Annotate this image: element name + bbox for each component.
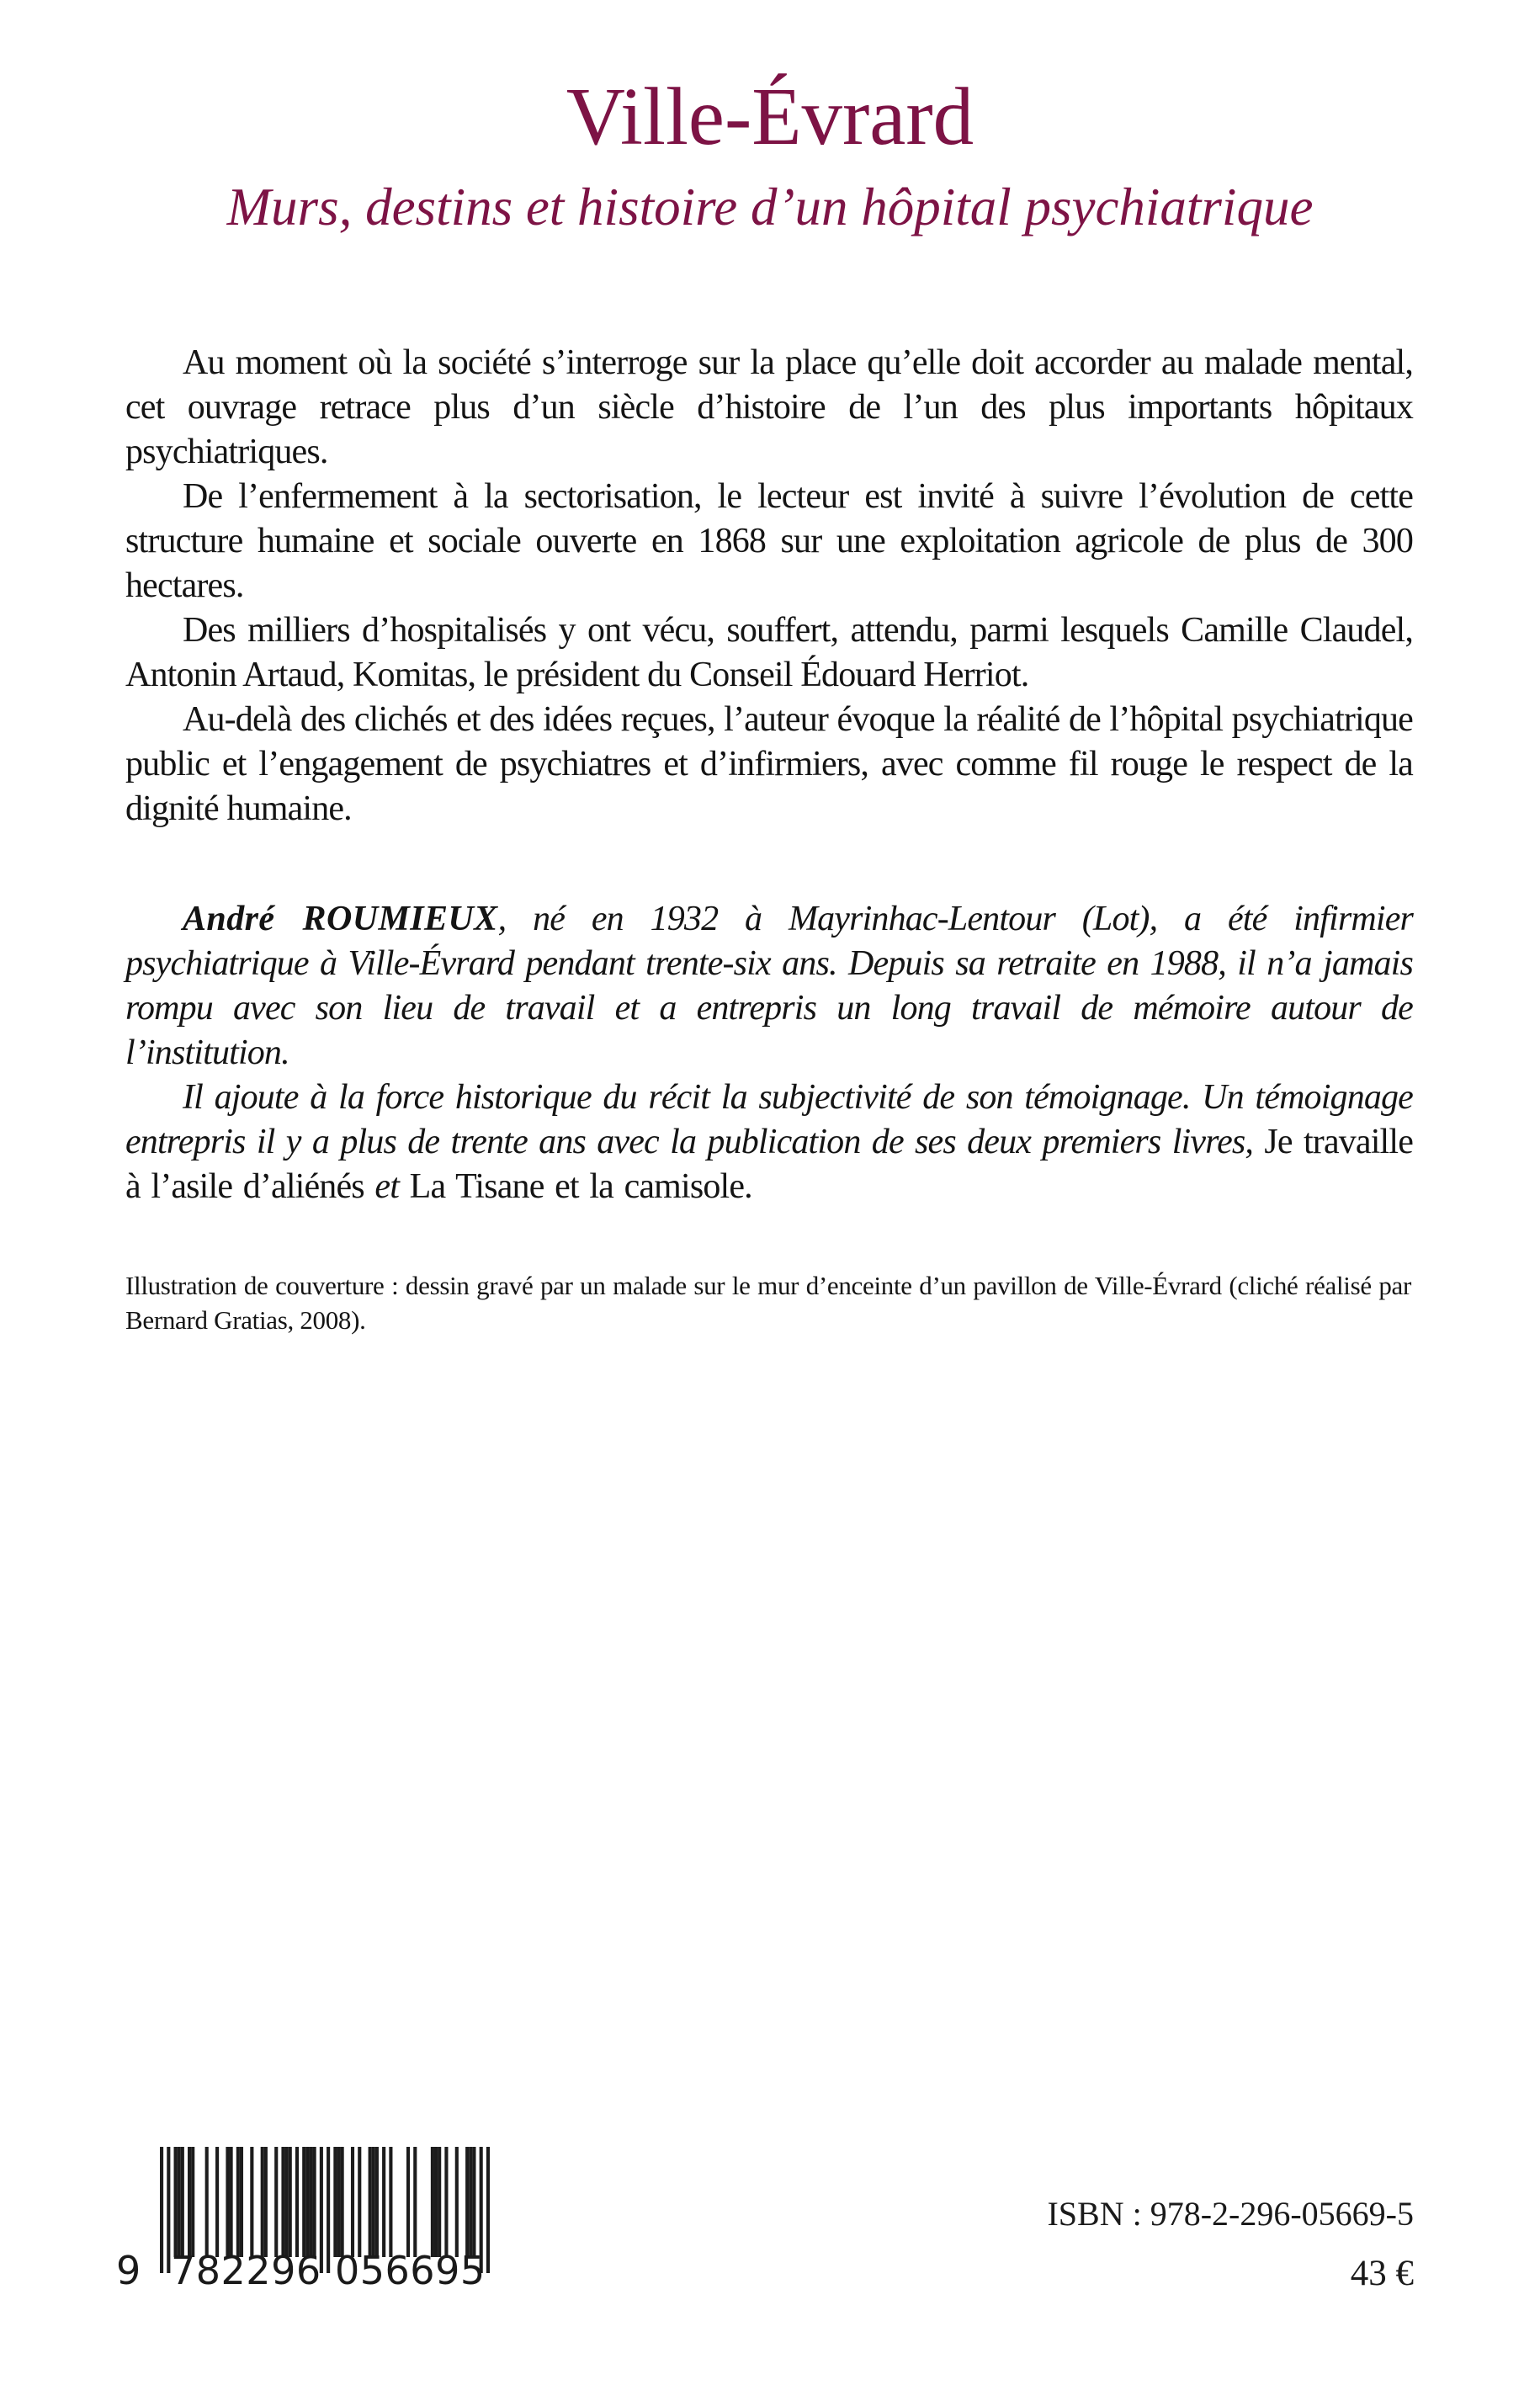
price-text: 43 € bbox=[1350, 2254, 1414, 2293]
isbn-text: ISBN : 978-2-296-05669-5 bbox=[1047, 2195, 1414, 2233]
text-segment: André ROUMIEUX bbox=[183, 900, 498, 938]
paragraph bbox=[125, 1076, 1413, 1209]
text-segment: La Tisane et la camisole. bbox=[409, 1167, 752, 1206]
barcode-right-digits: 056695 bbox=[335, 2248, 486, 2293]
ean13-barcode bbox=[114, 2147, 510, 2297]
paragraph: Au moment où la société s’interroge sur la place qu’elle doit accorder au malade mental, cet ouvrage retrace plus d’un siècle d’histoire de l’un des plus importants hôpitaux psychiatriques. bbox=[125, 343, 1413, 471]
paragraph: Au-delà des clichés et des idées reçues, l’auteur évoque la réalité de l’hôpital psychiatrique public et l’engagement de psychiatres et d’infirmiers, avec comme fil rouge le respect de la dignité humaine. bbox=[125, 700, 1413, 828]
paragraph bbox=[125, 897, 1413, 1076]
text-segment: Il ajoute à la force historique du récit la subjectivité de son témoignage. Un témoignage entrepris il y a plus de trente ans avec la publication de ses deux premiers livres, bbox=[125, 1078, 1413, 1161]
cover-illustration-credit: Illustration de couverture : dessin gravé par un malade sur le mur d’enceinte d’un pavillon de Ville-Évrard (cliché réalisé par Bernard Gratias, 2008). bbox=[125, 1271, 1411, 1335]
barcode-lead-digit: 9 bbox=[116, 2248, 141, 2293]
text-segment: , né en 1932 à Mayrinhac-Lentour (Lot), a été infirmier psychiatrique à Ville-Évrard pendant trente-six ans. Depuis sa retraite en 1988, il n’a jamais rompu avec son lieu de travail et a entrepris un long travail de mémoire autour de l’institution. bbox=[125, 900, 1413, 1072]
author-bio-block bbox=[125, 897, 1413, 1209]
paragraph: De l’enfermement à la sectorisation, le lecteur est invité à suivre l’évolution de cette structure humaine et sociale ouverte en 1868 sur une exploitation agricole de plus de 300 hectares. bbox=[125, 477, 1413, 605]
text-segment: Je travaille à l’asile d’aliénés bbox=[125, 1123, 1413, 1206]
barcode-left-digits: 782296 bbox=[171, 2248, 321, 2293]
synopsis-block bbox=[125, 341, 1413, 831]
book-subtitle: Murs, destins et histoire d’un hôpital psychiatrique bbox=[226, 178, 1314, 236]
paragraph: Des milliers d’hospitalisés y ont vécu, souffert, attendu, parmi lesquels Camille Claudel, Antonin Artaud, Komitas, le président du Conseil Édouard Herriot. bbox=[125, 611, 1413, 694]
text-segment: et bbox=[374, 1167, 410, 1206]
book-title: Ville-Évrard bbox=[566, 72, 974, 162]
